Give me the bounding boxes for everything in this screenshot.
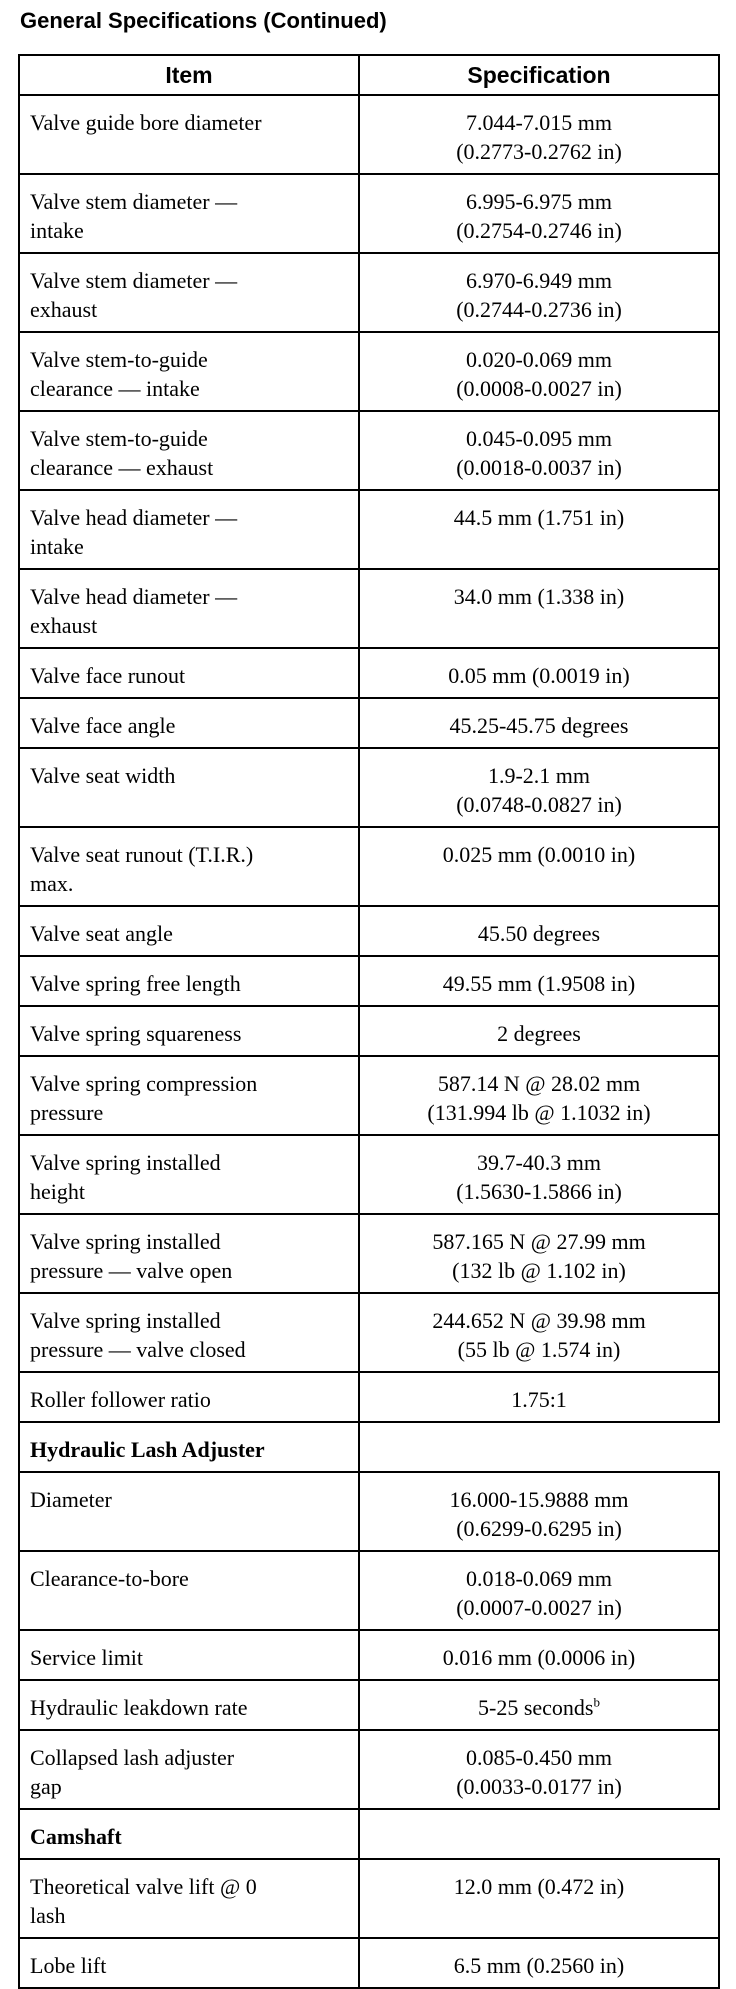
item-text: Hydraulic leakdown rate	[30, 1695, 248, 1720]
item-text: Valve seat runout (T.I.R.)	[30, 842, 254, 867]
specification-text	[370, 187, 708, 216]
table-row	[19, 748, 719, 827]
item-cell	[19, 1630, 359, 1680]
specification-cell	[359, 1006, 719, 1056]
specification-value: 7.044-7.015 mm	[465, 110, 613, 135]
table-body	[19, 95, 719, 1988]
specification-value: 5-25 seconds	[478, 1695, 594, 1720]
item-text: Diameter	[30, 1487, 112, 1512]
item-text: Valve spring free length	[30, 971, 241, 996]
specification-text	[370, 1069, 708, 1098]
item-text: pressure — valve open	[30, 1258, 233, 1283]
section-heading: Hydraulic Lash Adjuster	[19, 1422, 359, 1472]
item-text: Valve face angle	[30, 713, 176, 738]
specification-cell	[359, 490, 719, 569]
table-row	[19, 332, 719, 411]
item-text: Theoretical valve lift @ 0	[30, 1874, 257, 1899]
specification-value: (0.2773-0.2762 in)	[456, 139, 622, 164]
specification-cell	[359, 1938, 719, 1988]
specification-value: (0.0007-0.0027 in)	[456, 1595, 622, 1620]
item-cell	[19, 1938, 359, 1988]
column-header-specification: Specification	[359, 55, 719, 95]
specification-text	[370, 1256, 708, 1285]
item-text: Valve spring installed	[30, 1308, 221, 1333]
specification-cell	[359, 411, 719, 490]
item-cell	[19, 332, 359, 411]
specification-text	[370, 1385, 708, 1414]
item-cell	[19, 411, 359, 490]
specification-value: 2 degrees	[497, 1021, 581, 1046]
item-cell	[19, 648, 359, 698]
specification-text	[370, 711, 708, 740]
footnote-marker: b	[593, 1694, 600, 1710]
specification-text	[370, 969, 708, 998]
specification-text	[370, 453, 708, 482]
specification-text	[370, 790, 708, 819]
specification-cell	[359, 1214, 719, 1293]
section-row	[19, 1809, 719, 1859]
specification-value: (131.994 lb @ 1.1032 in)	[427, 1100, 651, 1125]
item-cell	[19, 1472, 359, 1551]
item-text: Valve face runout	[30, 663, 186, 688]
item-cell	[19, 1730, 359, 1809]
specification-text	[370, 1335, 708, 1364]
item-text: Valve stem diameter —	[30, 268, 238, 293]
specification-text	[370, 1772, 708, 1801]
specification-text	[370, 1177, 708, 1206]
table-row	[19, 1938, 719, 1988]
item-cell	[19, 698, 359, 748]
item-cell	[19, 748, 359, 827]
item-text: Valve spring squareness	[30, 1021, 242, 1046]
specification-value: 0.045-0.095 mm	[465, 426, 613, 451]
specification-value: 0.016 mm (0.0006 in)	[442, 1645, 636, 1670]
specification-cell	[359, 827, 719, 906]
table-row	[19, 1135, 719, 1214]
table-row	[19, 1056, 719, 1135]
item-text: pressure — valve closed	[30, 1337, 246, 1362]
specification-text	[370, 840, 708, 869]
table-row	[19, 1730, 719, 1809]
table-row	[19, 1472, 719, 1551]
specification-value: (0.0748-0.0827 in)	[456, 792, 622, 817]
specification-text	[370, 1693, 708, 1722]
specification-text	[370, 266, 708, 295]
specification-text	[370, 424, 708, 453]
item-text: intake	[30, 534, 84, 559]
item-text: Valve head diameter —	[30, 505, 238, 530]
specification-text	[370, 761, 708, 790]
specification-value: 1.9-2.1 mm	[487, 763, 591, 788]
specification-text	[370, 1872, 708, 1901]
item-cell	[19, 1680, 359, 1730]
item-text: clearance — exhaust	[30, 455, 214, 480]
specification-value: 12.0 mm (0.472 in)	[453, 1874, 625, 1899]
item-text: clearance — intake	[30, 376, 200, 401]
specification-cell	[359, 1056, 719, 1135]
specification-value: (0.2754-0.2746 in)	[456, 218, 622, 243]
section-row	[19, 1422, 719, 1472]
specification-text	[370, 1227, 708, 1256]
specification-text	[370, 1019, 708, 1048]
specification-value: 1.75:1	[511, 1387, 567, 1412]
item-cell	[19, 569, 359, 648]
table-row	[19, 1006, 719, 1056]
item-text: Service limit	[30, 1645, 144, 1670]
item-cell	[19, 95, 359, 174]
item-text: Valve head diameter —	[30, 584, 238, 609]
specification-text	[370, 137, 708, 166]
specification-text	[370, 1743, 708, 1772]
section-heading: Camshaft	[19, 1809, 359, 1859]
item-cell	[19, 906, 359, 956]
item-text: Valve spring compression	[30, 1071, 258, 1096]
table-row	[19, 411, 719, 490]
specification-cell	[359, 906, 719, 956]
item-text: intake	[30, 218, 84, 243]
specification-cell	[359, 698, 719, 748]
table-row	[19, 1859, 719, 1938]
specification-value: (55 lb @ 1.574 in)	[457, 1337, 621, 1362]
table-row	[19, 1680, 719, 1730]
table-row	[19, 1293, 719, 1372]
table-row	[19, 569, 719, 648]
table-row	[19, 827, 719, 906]
item-cell	[19, 1859, 359, 1938]
table-row	[19, 1551, 719, 1630]
specification-text	[370, 1514, 708, 1543]
specification-value: 0.05 mm (0.0019 in)	[448, 663, 630, 688]
item-text: Collapsed lash adjuster	[30, 1745, 235, 1770]
item-text: Lobe lift	[30, 1953, 107, 1978]
specification-value: 16.000-15.9888 mm	[449, 1487, 629, 1512]
specification-cell	[359, 95, 719, 174]
specification-value: 6.970-6.949 mm	[465, 268, 613, 293]
specification-text	[370, 1098, 708, 1127]
item-cell	[19, 1372, 359, 1422]
specification-cell	[359, 1859, 719, 1938]
specification-text	[370, 919, 708, 948]
table-row	[19, 490, 719, 569]
item-text: Clearance-to-bore	[30, 1566, 189, 1591]
item-cell	[19, 174, 359, 253]
specification-value: 6.5 mm (0.2560 in)	[453, 1953, 625, 1978]
item-text: Valve spring installed	[30, 1150, 221, 1175]
specification-text	[370, 216, 708, 245]
specification-cell	[359, 748, 719, 827]
table-header-row	[19, 55, 719, 95]
specification-text	[370, 295, 708, 324]
table-row	[19, 95, 719, 174]
specification-cell	[359, 1293, 719, 1372]
specification-text	[370, 1485, 708, 1514]
specification-value: (0.0033-0.0177 in)	[456, 1774, 622, 1799]
item-text: Valve stem-to-guide	[30, 426, 208, 451]
specification-text	[370, 108, 708, 137]
item-text: Valve seat angle	[30, 921, 173, 946]
table-row	[19, 253, 719, 332]
specification-cell	[359, 956, 719, 1006]
item-text: Valve guide bore diameter	[30, 110, 262, 135]
specification-value: 0.085-0.450 mm	[465, 1745, 613, 1770]
item-text: max.	[30, 871, 74, 896]
item-cell	[19, 253, 359, 332]
specification-value: 6.995-6.975 mm	[465, 189, 613, 214]
specification-text	[370, 1643, 708, 1672]
spec-table	[18, 54, 720, 1989]
item-text: Valve stem-to-guide	[30, 347, 208, 372]
specification-cell	[359, 1730, 719, 1809]
specification-value: 0.020-0.069 mm	[465, 347, 613, 372]
item-text: exhaust	[30, 297, 98, 322]
specification-cell	[359, 1630, 719, 1680]
item-cell	[19, 490, 359, 569]
page-title: General Specifications (Continued)	[20, 8, 387, 33]
specification-value: 587.14 N @ 28.02 mm	[437, 1071, 641, 1096]
specification-text	[370, 1306, 708, 1335]
specification-cell	[359, 253, 719, 332]
specification-value: (1.5630-1.5866 in)	[456, 1179, 622, 1204]
specification-value: 34.0 mm (1.338 in)	[453, 584, 625, 609]
table-row	[19, 906, 719, 956]
item-text: exhaust	[30, 613, 98, 638]
item-cell	[19, 956, 359, 1006]
specification-cell	[359, 1680, 719, 1730]
section-blank-cell	[359, 1809, 719, 1859]
item-text: lash	[30, 1903, 66, 1928]
specification-value: (0.2744-0.2736 in)	[456, 297, 622, 322]
specification-value: 44.5 mm (1.751 in)	[453, 505, 625, 530]
item-cell	[19, 1135, 359, 1214]
specification-text	[370, 503, 708, 532]
table-row	[19, 648, 719, 698]
specification-value: 45.50 degrees	[477, 921, 601, 946]
item-cell	[19, 827, 359, 906]
item-text: Valve stem diameter —	[30, 189, 238, 214]
specification-value: (132 lb @ 1.102 in)	[452, 1258, 626, 1283]
specification-cell	[359, 1472, 719, 1551]
item-cell	[19, 1214, 359, 1293]
table-row	[19, 1214, 719, 1293]
specification-text	[370, 1593, 708, 1622]
item-text: height	[30, 1179, 85, 1204]
specification-cell	[359, 174, 719, 253]
specification-text	[370, 661, 708, 690]
item-text: Valve spring installed	[30, 1229, 221, 1254]
specification-value: 39.7-40.3 mm	[476, 1150, 602, 1175]
specification-text	[370, 345, 708, 374]
specification-value: 0.025 mm (0.0010 in)	[442, 842, 636, 867]
table-row	[19, 956, 719, 1006]
specification-value: 244.652 N @ 39.98 mm	[432, 1308, 646, 1333]
specification-cell	[359, 332, 719, 411]
specification-text	[370, 1564, 708, 1593]
table-row	[19, 174, 719, 253]
column-header-item: Item	[19, 55, 359, 95]
item-cell	[19, 1006, 359, 1056]
item-text: Valve seat width	[30, 763, 176, 788]
specification-cell	[359, 569, 719, 648]
specification-value: 49.55 mm (1.9508 in)	[442, 971, 636, 996]
specification-cell	[359, 1135, 719, 1214]
section-blank-cell	[359, 1422, 719, 1472]
specification-text	[370, 1951, 708, 1980]
specification-cell	[359, 1372, 719, 1422]
specification-value: (0.0008-0.0027 in)	[456, 376, 622, 401]
specification-text	[370, 374, 708, 403]
specification-cell	[359, 1551, 719, 1630]
table-row	[19, 1630, 719, 1680]
specification-value: (0.0018-0.0037 in)	[456, 455, 622, 480]
specification-value: (0.6299-0.6295 in)	[456, 1516, 622, 1541]
specification-value: 45.25-45.75 degrees	[449, 713, 629, 738]
table-row	[19, 1372, 719, 1422]
item-text: Roller follower ratio	[30, 1387, 211, 1412]
specification-cell	[359, 648, 719, 698]
item-cell	[19, 1056, 359, 1135]
specification-text	[370, 582, 708, 611]
item-cell	[19, 1293, 359, 1372]
item-text: pressure	[30, 1100, 104, 1125]
specification-value: 0.018-0.069 mm	[465, 1566, 613, 1591]
specification-text	[370, 1148, 708, 1177]
item-cell	[19, 1551, 359, 1630]
table-row	[19, 698, 719, 748]
specification-value: 587.165 N @ 27.99 mm	[432, 1229, 646, 1254]
item-text: gap	[30, 1774, 62, 1799]
